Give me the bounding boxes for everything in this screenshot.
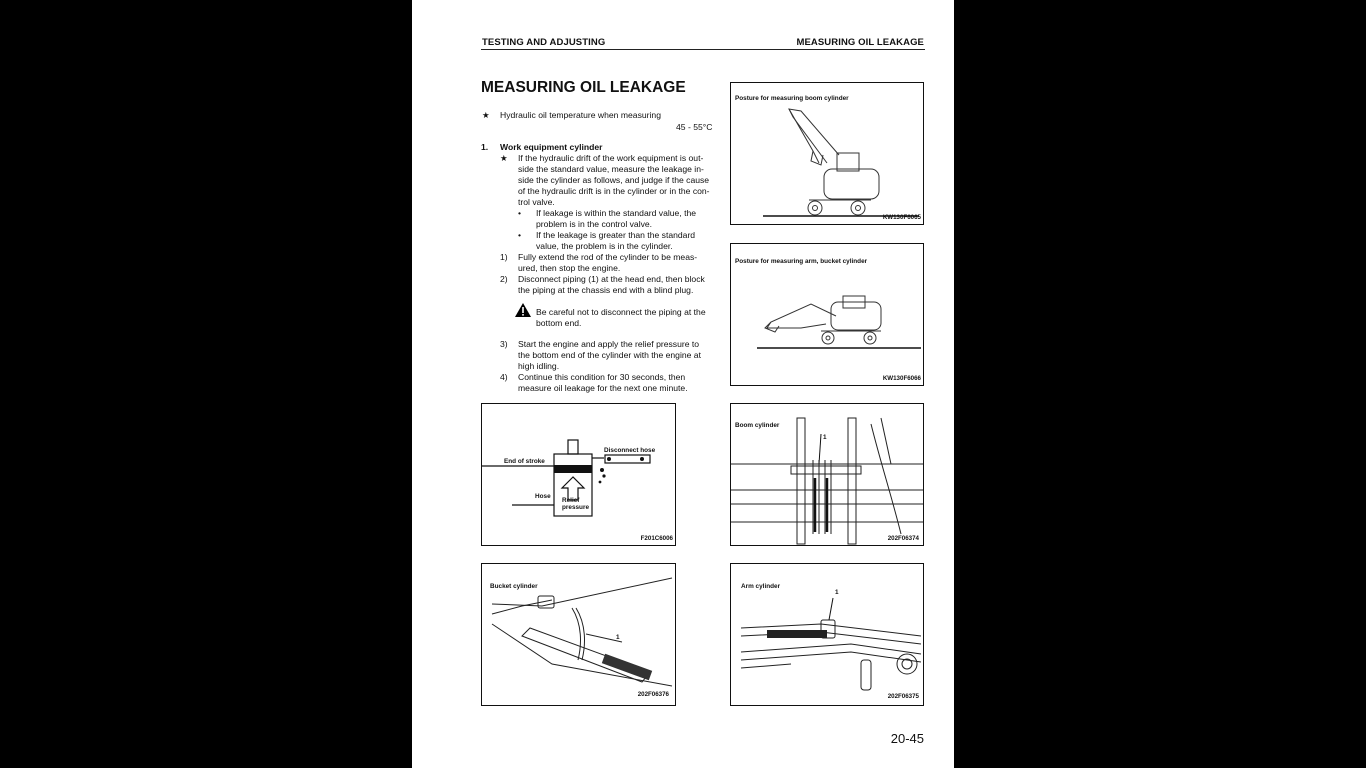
bullet-item: If the leakage is greater than the standard value, the problem is in the cylinder. [536,230,696,251]
manual-page [412,0,954,768]
warning-icon [514,302,532,318]
figure-code: 202F06376 [637,691,669,698]
callout-1: 1 [616,634,620,641]
figure-boom-cylinder [730,403,924,546]
label-relief: Relief [562,497,580,504]
figure-code: 202F06374 [887,535,919,542]
figure-code: F201C6006 [640,535,673,542]
step-text: Continue this condition for 30 seconds, then measure oil leakage for the next one minute. [518,372,688,393]
figure-arm-cylinder [730,563,924,706]
section-heading: Work equipment cylinder [500,142,603,152]
excavator-arm-illustration [731,244,923,385]
boom-cylinder-photo [731,404,923,545]
figure-code: KW130F6066 [882,375,921,382]
header-section-title: TESTING AND ADJUSTING [482,37,606,48]
header-rule [481,49,925,50]
step-text: Start the engine and apply the relief pressure to the bottom end of the cylinder with the engine at high idling. [518,339,701,371]
figure-bucket-cylinder [481,563,676,706]
star-icon: ★ [482,110,490,120]
label-pressure: pressure [562,504,589,511]
label-end-of-stroke: End of stroke [504,458,545,465]
excavator-boom-illustration [731,83,923,224]
note-text: Hydraulic oil temperature when measuring [500,110,661,120]
bullet-dot: • [518,230,522,240]
step-number: 3) [500,339,508,349]
figure-caption: Posture for measuring arm, bucket cylinder [735,258,868,265]
step-number: 1) [500,252,508,262]
figure-caption: Boom cylinder [735,422,780,429]
step-text: Fully extend the rod of the cylinder to be meas- ured, then stop the engine. [518,252,698,273]
step-text: Disconnect piping (1) at the head end, then block the piping at the chassis end with a blind plug. [518,274,705,295]
label-hose: Hose [535,493,551,500]
page-title: MEASURING OIL LEAKAGE [481,79,686,96]
arm-cylinder-photo [731,564,923,705]
figure-code: 202F06375 [887,693,919,700]
header-topic-title: MEASURING OIL LEAKAGE [796,37,924,48]
figure-code: KW130F6065 [882,214,921,221]
note-value: 45 - 55°C [676,122,713,132]
figure-cylinder-schematic [481,403,676,546]
warning-text: Be careful not to disconnect the piping at the bottom end. [536,307,706,328]
step-number: 2) [500,274,508,284]
figure-boom-posture [730,82,924,225]
callout-1: 1 [823,434,827,441]
star-icon: ★ [500,153,508,163]
step-number: 4) [500,372,508,382]
figure-caption: Posture for measuring boom cylinder [735,95,849,102]
callout-1: 1 [835,589,839,596]
page-number: 20-45 [890,731,924,746]
cylinder-schematic-illustration [482,404,675,545]
figure-arm-bucket-posture [730,243,924,386]
label-disconnect-hose: Disconnect hose [604,447,656,454]
bucket-cylinder-photo [482,564,675,705]
bullet-item: If leakage is within the standard value, the problem is in the control valve. [536,208,697,229]
section-number: 1. [481,142,489,152]
figure-caption: Arm cylinder [741,583,781,590]
star-paragraph: If the hydraulic drift of the work equipment is out- side the standard value, measure the leakage in- side the cylinder as follows, and judge if the cause of the hydraulic drift is in the cylinder or in the con- trol valve. [518,153,710,207]
figure-caption: Bucket cylinder [490,583,538,590]
bullet-dot: • [518,208,522,218]
